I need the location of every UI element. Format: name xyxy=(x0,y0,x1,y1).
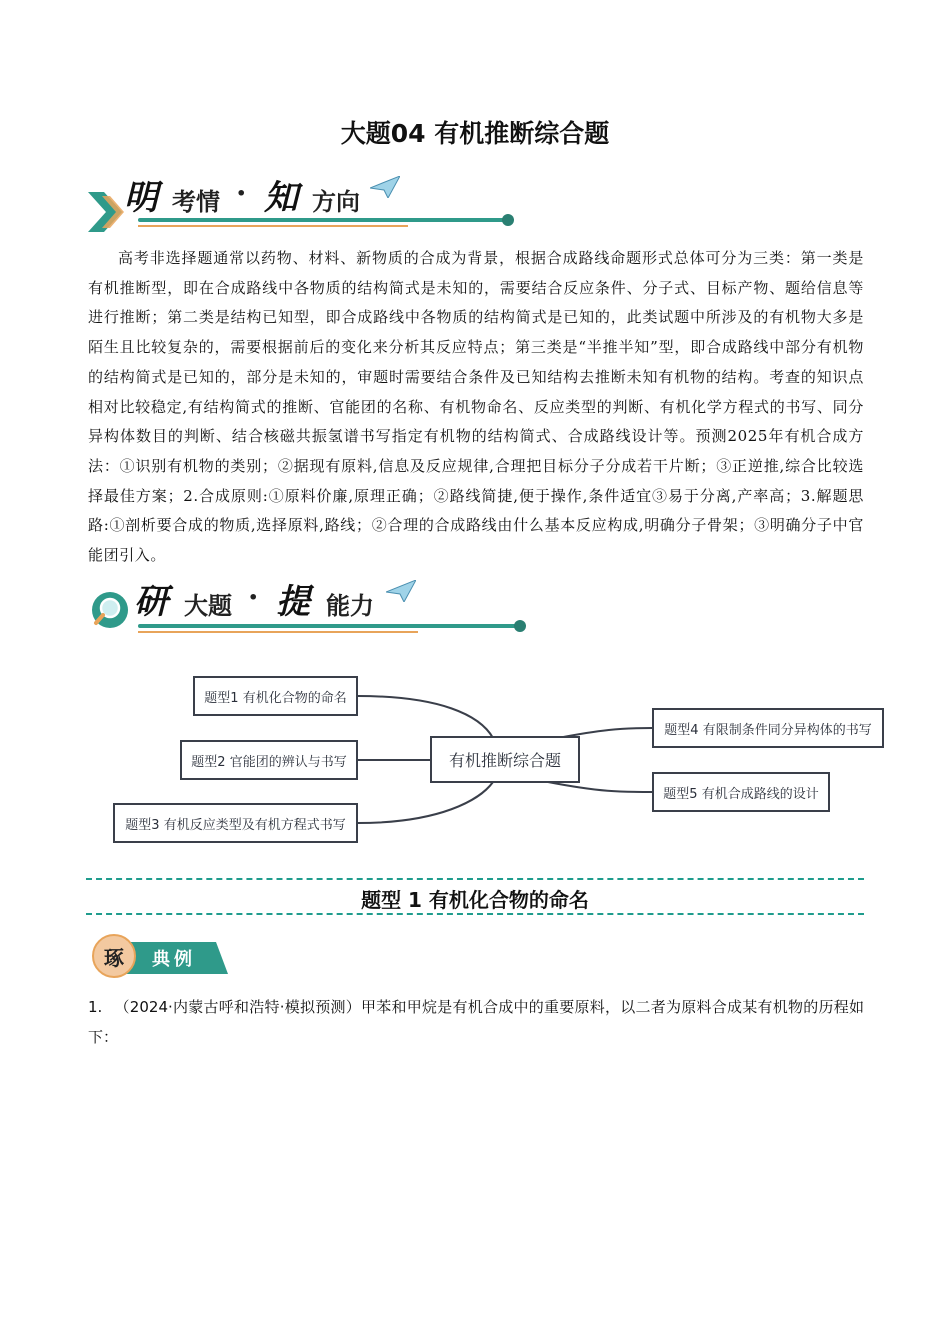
mindmap-node-type1: 题型1 有机化合物的命名 xyxy=(193,676,358,716)
banner-char-ti: 提 xyxy=(276,582,310,622)
example-badge xyxy=(90,934,230,978)
banner-char-zhi: 知 xyxy=(264,178,298,218)
banner-text-fangxiang: 方向 xyxy=(312,188,360,216)
mindmap-node-type5: 题型5 有机合成路线的设计 xyxy=(652,772,830,812)
section-heading: 题型 1 有机化合物的命名 xyxy=(361,888,589,912)
banner-dot: · xyxy=(236,176,247,211)
mindmap-node-type2: 题型2 官能团的辨认与书写 xyxy=(180,740,358,780)
mindmap-center-node: 有机推断综合题 xyxy=(430,736,580,783)
dashed-divider-bottom xyxy=(86,913,864,915)
banner-char-ming: 明 xyxy=(124,178,158,218)
question-text: （2024·内蒙古呼和浩特·模拟预测）甲苯和甲烷是有机合成中的重要原料，以二者为原料合成某有机物的历程如下： xyxy=(88,998,864,1046)
page-title: 大题04 有机推断综合题 xyxy=(340,119,610,148)
question-1 xyxy=(88,992,864,1052)
question-number: 1. xyxy=(88,998,103,1016)
banner-text-kaoqing: 考情 xyxy=(172,188,220,216)
banner-char-yan: 研 xyxy=(134,582,168,622)
banner-text-dati: 大题 xyxy=(184,592,232,620)
example-label: 典例 xyxy=(152,949,196,970)
mindmap-node-type4: 题型4 有限制条件同分异构体的书写 xyxy=(652,708,884,748)
banner-dot: · xyxy=(248,580,259,615)
banner-text-nengli: 能力 xyxy=(326,592,374,620)
dashed-divider-top xyxy=(86,878,864,880)
example-seal-char: 琢 xyxy=(104,946,124,970)
mindmap-node-type3: 题型3 有机反应类型及有机方程式书写 xyxy=(113,803,358,843)
intro-text: 高考非选择题通常以药物、材料、新物质的合成为背景，根据合成路线命题形式总体可分为三类：第一类是有机推断型，即在合成路线中各物质的结构简式是未知的，需要结合反应条件、分子式、目标产物、题给信息等进行推断；第二类是结构已知型，即合成路线中各物质的结构简式是已知的，此类试题中所涉及的有机物大多是陌生且比较复杂的，需要根据前后的变化来分析其反应特点；第三类是“半推半知”型，即合成路线中部分有机物的结构简式是已知的，部分是未知的，审题时需要结合条件及已知结构去推断未知有机物的结构。考查的知识点相对比较稳定,有结构简式的推断、官能团的名称、有机物命名、反应类型的判断、有机化学方程式的书写、同分异构体数目的判断、结合核磁共振氢谱书写指定有机物的结构简式、合成路线设计等。预测2025年有机合成方法：①识别有机物的类别；②据现有原料,信息及反应规律,合理把目标分子分成若干片断；③正逆推,综合比较选择最佳方案；2.合成原则:①原料价廉,原理正确；②路线简捷,便于操作,条件适宜③易于分离,产率高；3.解题思路:①剖析要合成的物质,选择原料,路线；②合理的合成路线由什么基本反应构成,明确分子骨架；③明确分子中官能团引入。 xyxy=(88,249,864,565)
